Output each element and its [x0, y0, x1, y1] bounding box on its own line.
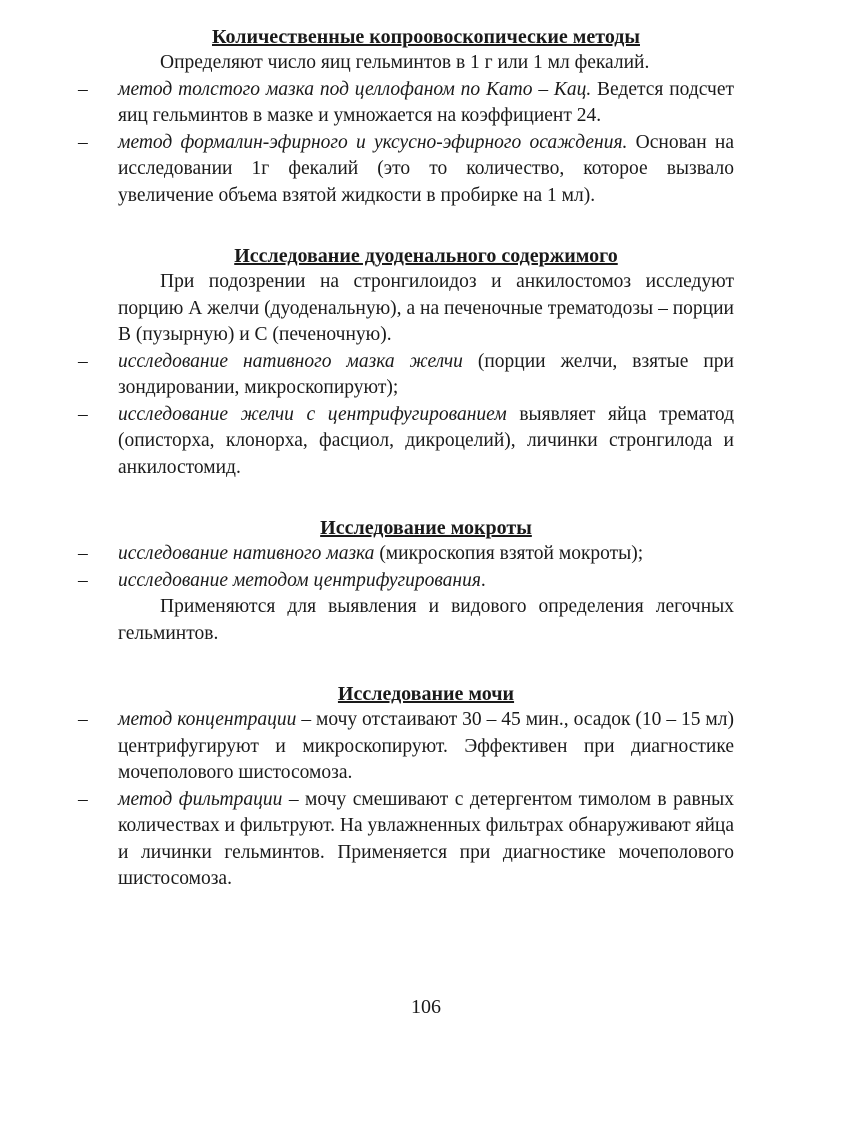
- dash-marker: –: [78, 569, 88, 591]
- method-description: – мочу отстаивают 30 – 45 мин., осадок (10 – 15 мл) центрифугируют и микроскопируют. Эффективен при диагностике мочеполового шистосомоза.: [118, 709, 734, 783]
- list-item: [78, 568, 734, 595]
- method-description: Ведется подсчет яиц гельминтов в мазке и умножается на коэффициент 24.: [118, 78, 734, 126]
- list-item: [78, 402, 734, 482]
- section-heading: Исследование мокроты: [320, 517, 532, 539]
- dash-marker: –: [78, 543, 88, 564]
- list-item: [78, 541, 734, 568]
- section-heading: Исследование дуоденального содержимого: [234, 245, 618, 267]
- method-description: Основан на исследовании 1г фекалий (это то количество, которое вызвало увеличение объема взятой жидкости в пробирке на 1 мл).: [118, 131, 734, 206]
- method-description: выявляет яйца трематод (описторха, клонорха, фасциол, дикроцелий), личинки стронгилода и анкилостомид.: [118, 403, 734, 478]
- list-item: [78, 130, 734, 210]
- dash-marker: –: [78, 403, 88, 425]
- list-item: [78, 707, 734, 787]
- method-description: (порции желчи, взятые при зондировании, микроскопируют);: [118, 350, 734, 398]
- section-duodenal: [78, 243, 734, 481]
- method-description: – мочу смешивают с детергентом тимолом в равных количествах и фильтруют. На увлажненных фильтрах обнаруживают яйца и личинки гельминтов. Применяется при диагностике мочеполового шистосомоза.: [118, 788, 735, 889]
- section-intro: Определяют число яиц гельминтов в 1 г или 1 мл фекалий.: [160, 52, 650, 73]
- section-quantitative-methods: [78, 24, 734, 209]
- method-name: исследование методом центрифугирования: [118, 569, 481, 591]
- section-intro: При подозрении на стронгилоидоз и анкилостомоз исследуют порцию А желчи (дуоденальную), а на печеночные трематодозы – порции В (пузырную) и С (печеночную).: [118, 271, 734, 345]
- list-item: [78, 787, 735, 893]
- dash-marker: –: [78, 788, 88, 810]
- method-name: метод формалин-эфирного и уксусно-эфирного осаждения.: [118, 131, 628, 153]
- method-description: .: [480, 569, 486, 591]
- section-urine: [78, 681, 735, 893]
- page-number: 106: [411, 996, 441, 1018]
- list-item: [78, 349, 734, 402]
- list-item: [78, 77, 734, 130]
- section-heading: Исследование мочи: [337, 683, 515, 705]
- dash-marker: –: [78, 131, 88, 153]
- dash-marker: –: [78, 350, 88, 372]
- method-name: исследование нативного мазка: [118, 543, 375, 564]
- method-name: метод толстого мазка под целлофаном по Като – Кац.: [118, 78, 592, 100]
- method-name: исследование желчи с центрифугированием: [118, 403, 507, 425]
- method-description: (микроскопия взятой мокроты);: [374, 543, 644, 564]
- section-sputum: [78, 515, 734, 647]
- dash-marker: –: [78, 78, 88, 100]
- method-name: метод концентрации: [118, 709, 297, 730]
- dash-marker: –: [78, 709, 88, 730]
- section-heading: Количественные копроовоскопические методы: [212, 26, 640, 48]
- method-name: исследование нативного мазка желчи: [118, 350, 463, 372]
- method-name: метод фильтрации: [118, 788, 283, 810]
- section-outro: Применяются для выявления и видового определения легочных гельминтов.: [118, 596, 734, 644]
